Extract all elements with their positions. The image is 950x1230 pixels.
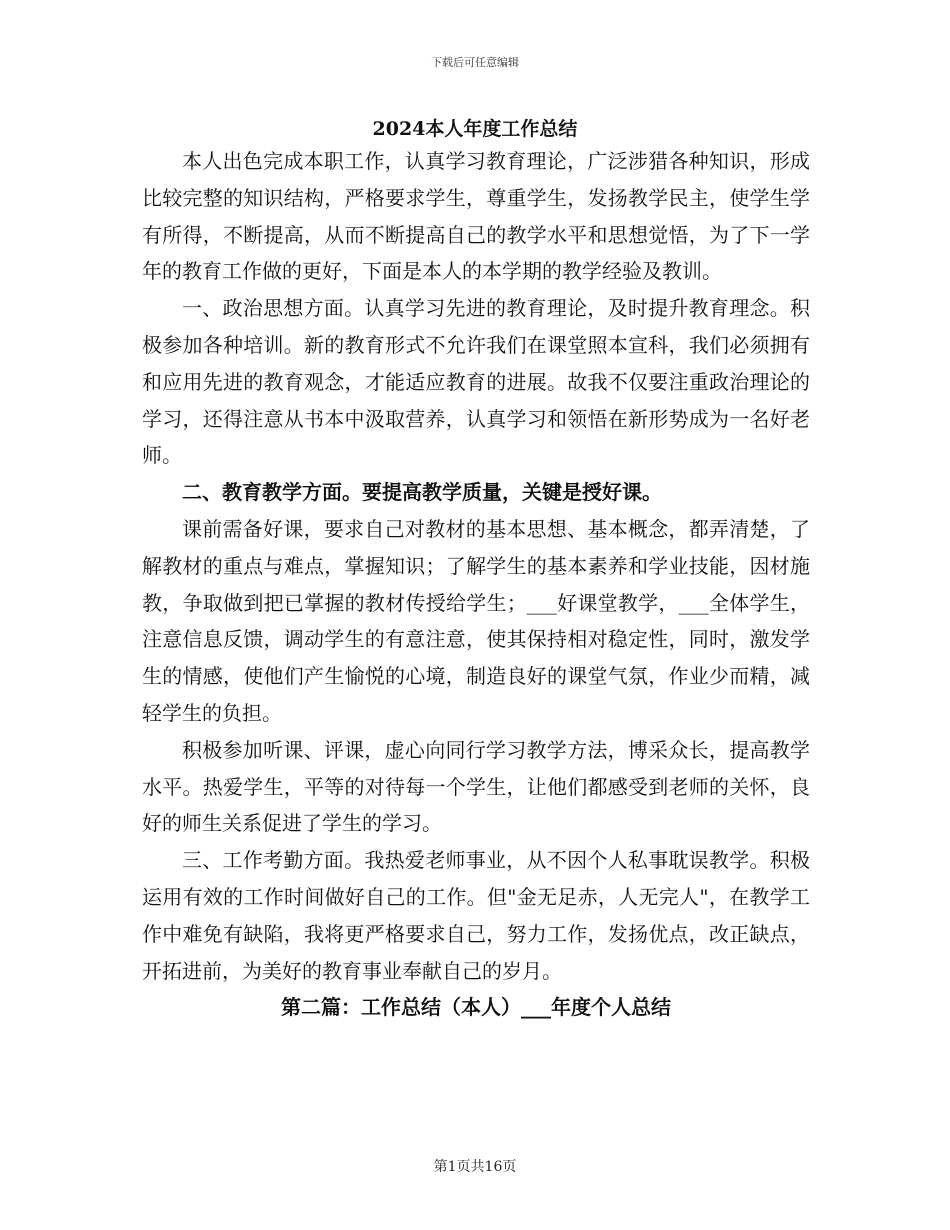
header-note: 下载后可任意编辑	[431, 56, 519, 69]
paragraph-political: 一、政治思想方面。认真学习先进的教育理论，及时提升教育理念。积极参加各种培训。新的教育形式不允许我们在课堂照本宣科，我们必须拥有和应用先进的教育观念，才能适应教育的进展。故我不仅要注重政治理论的学习，还得注意从书本中汲取营养，认真学习和领悟在新形势成为一名好老师。	[142, 296, 810, 468]
paragraph-observation: 积极参加听课、评课，虚心向同行学习教学方法，博采众长，提高教学水平。热爱学生，平等的对待每一个学生，让他们都感受到老师的关怀，良好的师生关系促进了学生的学习。	[142, 737, 810, 836]
document-body	[142, 143, 810, 1026]
second-part-heading: 第二篇：工作总结（本人）___年度个人总结	[281, 995, 671, 1020]
paragraph-intro: 本人出色完成本职工作，认真学习教育理论，广泛涉猎各种知识，形成比较完整的知识结构，严格要求学生，尊重学生，发扬教学民主，使学生学有所得，不断提高，从而不断提高自己的教学水平和思想觉悟，为了下一学年的教育工作做的更好，下面是本人的本学期的教学经验及教训。	[142, 149, 810, 284]
page-number: 第1页共16页	[433, 1159, 517, 1175]
section-heading-teaching: 二、教育教学方面。要提高教学质量，关键是授好课。	[182, 480, 662, 505]
document-title: 2024本人年度工作总结	[372, 118, 578, 140]
paragraph-lesson-prep: 课前需备好课，要求自己对教材的基本思想、基本概念，都弄清楚，了解教材的重点与难点，掌握知识；了解学生的基本素养和学业技能，因材施教，争取做到把已掌握的教材传授给学生；___好课堂教学，___全体学生，注意信息反馈，调动学生的有意注意，使其保持相对稳定性，同时，激发学生的情感，使他们产生愉悦的心境，制造良好的课堂气氛，作业少而精，减轻学生的负担。	[142, 516, 810, 725]
paragraph-attendance: 三、工作考勤方面。我热爱老师事业，从不因个人私事耽误教学。积极运用有效的工作时间做好自己的工作。但"金无足赤，人无完人"，在教学工作中难免有缺陷，我将更严格要求自己，努力工作，发扬优点，改正缺点，开拓进前，为美好的教育事业奉献自己的岁月。	[142, 848, 810, 983]
